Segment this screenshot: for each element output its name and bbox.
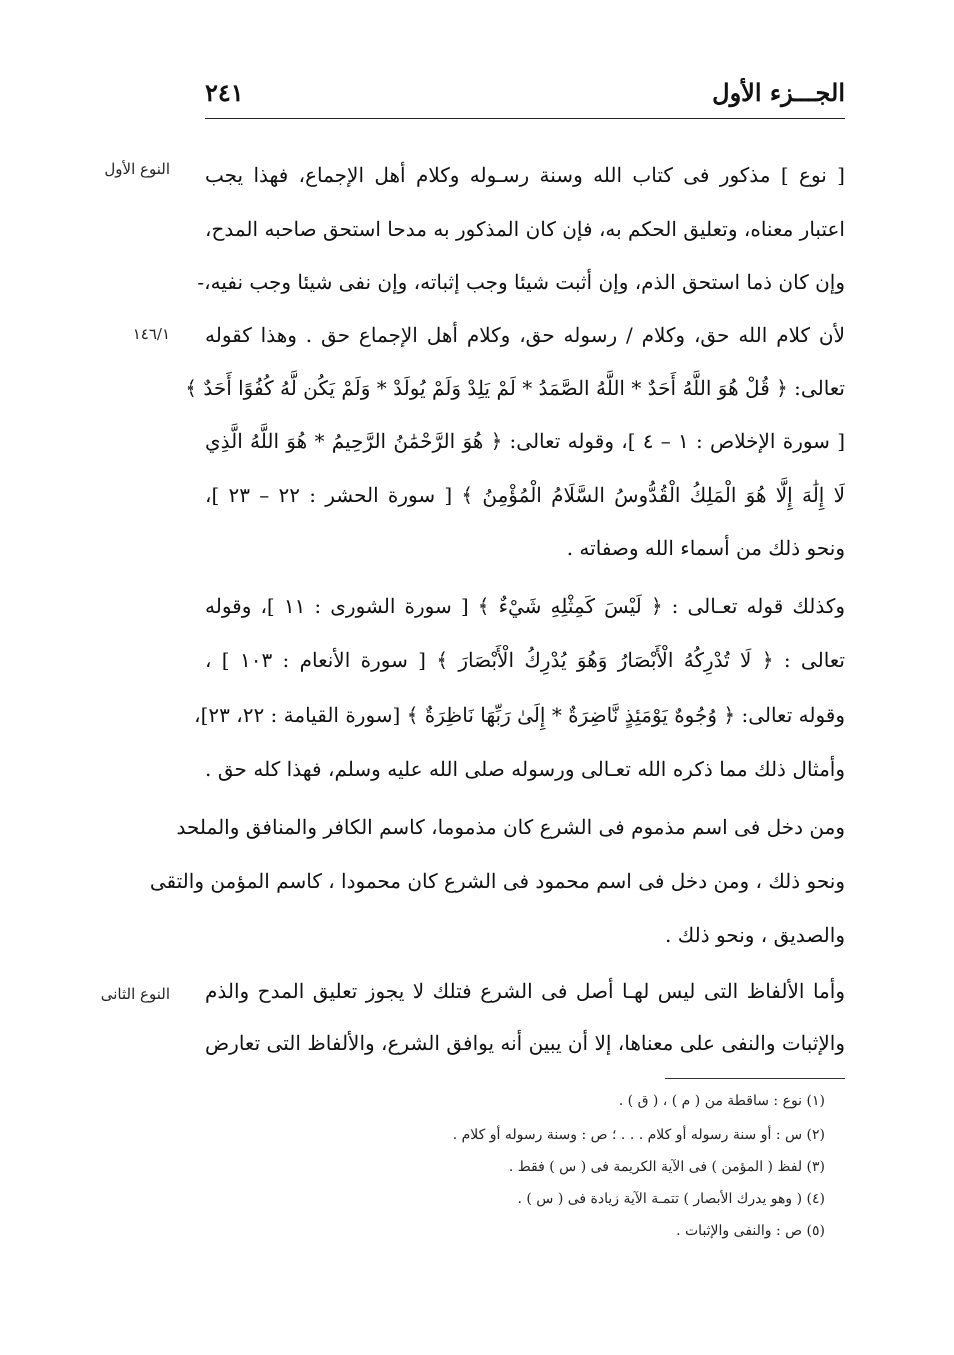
running-title: الجـــزء الأول xyxy=(712,77,845,107)
text-line: وكذلك قوله تعـالى : ﴿ لَيْسَ كَمِثْلِهِ شَيْءٌ ﴾ [ سورة الشورى : ١١ ]، وقوله xyxy=(205,594,845,618)
footnote: (٥) ص : والنفى والإثبات . xyxy=(676,1223,825,1239)
text-line: وقوله تعالى: ﴿ وُجُوهٌ يَوْمَئِذٍ نَّاضِرَةٌ * إِلَىٰ رَبِّهَا نَاظِرَةٌ ﴾ [سورة القيامة : ٢٢، ٢٣]، xyxy=(194,703,845,727)
footnote: (٣) لفظ ( المؤمن ) فى الآية الكريمة فى ( س ) فقط . xyxy=(508,1159,825,1175)
text-line: ونحو ذلك من أسماء الله وصفاته . xyxy=(566,536,845,560)
text-line: والصديق ، ونحو ذلك . xyxy=(665,923,845,947)
margin-note-first-type: النوع الأول xyxy=(104,160,170,178)
footnote: (٢) س : أو سنة رسوله أو كلام . . . ؛ ص : وسنة رسوله أو كلام . xyxy=(452,1127,825,1143)
text-line: ونحو ذلك ، ومن دخل فى اسم محمود فى الشرع كان محمودا ، كاسم المؤمن والتقى xyxy=(149,869,845,893)
footnote: (١) نوع : ساقطة من ( م ) ، ( ق ) . xyxy=(618,1093,825,1109)
header-rule xyxy=(205,118,845,119)
text-line: لَا إِلَٰهَ إِلَّا هُوَ الْمَلِكُ الْقُدُّوسُ السَّلَامُ الْمُؤْمِنُ ﴾ [ سورة الحشر : ٢٢ – ٢٣ ]، xyxy=(205,483,846,507)
text-line: وإن كان ذما استحق الذم، وإن أثبت شيئا وجب إثباته، وإن نفى شيئا وجب نفيه،- xyxy=(197,270,845,294)
text-line: وأمثال ذلك مما ذكره الله تعـالى ورسوله صلى الله عليه وسلم، فهذا كله حق . xyxy=(205,757,845,781)
text-line: وأما الألفاظ التى ليس لهـا أصل فى الشرع فتلك لا يجوز تعليق المدح والذم xyxy=(205,979,845,1003)
text-line: [ سورة الإخلاص : ١ – ٤ ]، وقوله تعالى: ﴿ هُوَ الرَّحْمَٰنُ الرَّحِيمُ * هُوَ اللَّهُ الَّذِي xyxy=(205,429,845,453)
text-line: [ نوع ] مذكور فى كتاب الله وسنة رسـوله وكلام أهل الإجماع، فهذا يجب xyxy=(205,163,845,187)
text-line: تعالى: ﴿ قُلْ هُوَ اللَّهُ أَحَدٌ * اللَّهُ الصَّمَدُ * لَمْ يَلِدْ وَلَمْ يُولَدْ * وَلَمْ يَكُن لَّهُ كُفُوًا أَحَدٌ ﴾ xyxy=(185,376,845,400)
text-line: تعالى : ﴿ لَا تُدْرِكُهُ الْأَبْصَارُ وَهُوَ يُدْرِكُ الْأَبْصَارَ ﴾ [ سورة الأنعام : ١٠٣ ] ، xyxy=(205,648,845,672)
margin-note-second-type: النوع الثانى xyxy=(100,985,170,1003)
page-header xyxy=(205,70,845,114)
footnote: (٤) ( وهو يدرك الأبصار ) تتمـة الآية زيادة فى ( س ) . xyxy=(517,1191,825,1207)
text-line: ومن دخل فى اسم مذموم فى الشرع كان مذموما، كاسم الكافر والمنافق والملحد xyxy=(176,815,845,839)
text-line: والإثبات والنفى على معناها، إلا أن يبين أنه يوافق الشرع، والألفاظ التى تعارض xyxy=(205,1031,845,1055)
footnote-rule xyxy=(665,1078,845,1079)
text-line: لأن كلام الله حق، وكلام / رسوله حق، وكلام أهل الإجماع حق . وهذا كقوله xyxy=(205,323,845,347)
text-line: اعتبار معناه، وتعليق الحكم به، فإن كان المذكور به مدحا استحق صاحبه المدح، xyxy=(205,217,845,241)
page-number: ٢٤١ xyxy=(205,77,244,107)
margin-note-page-ref: ١٤٦/١ xyxy=(132,325,170,343)
